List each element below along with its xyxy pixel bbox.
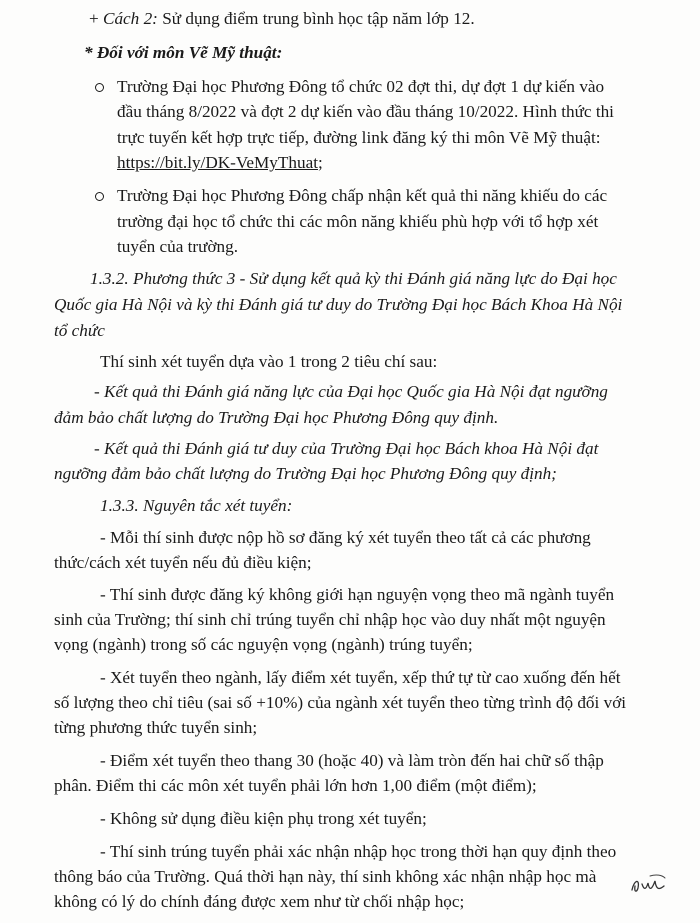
plus-marker: + xyxy=(89,9,103,28)
paragraph-line: - Điểm xét tuyển theo thang 30 (hoặc 40) và làm tròn đến hai chữ số thập xyxy=(100,751,604,770)
method-2-label: Cách 2: xyxy=(103,9,158,28)
section-1-3-2-heading-cont: tổ chức xyxy=(54,321,105,340)
paragraph-line: đầu tháng 8/2022 và đợt 2 dự kiến vào đầu tháng 10/2022. Hình thức thi xyxy=(117,102,614,121)
criterion-line: đảm bảo chất lượng do Trường Đại học Phương Đông quy định. xyxy=(54,408,499,427)
criterion-line: - Kết quả thi Đánh giá tư duy của Trường Đại học Bách khoa Hà Nội đạt xyxy=(94,439,599,458)
paragraph-line: - Thí sinh được đăng ký không giới hạn nguyện vọng theo mã ngành tuyển xyxy=(100,585,615,604)
paragraph-line: - Xét tuyển theo ngành, lấy điểm xét tuyển, xếp thứ tự từ cao xuống đến hết xyxy=(100,668,621,687)
paragraph-line: phân. Điểm thi các môn xét tuyển phải lớn hơn 1,00 điểm (một điểm); xyxy=(54,776,537,795)
paragraph-line: Trường Đại học Phương Đông tổ chức 02 đợt thi, dự đợt 1 dự kiến vào xyxy=(117,77,605,96)
paragraph-line: thức/cách xét tuyển nếu đủ điều kiện; xyxy=(54,553,312,572)
paragraph-line: Thí sinh xét tuyển dựa vào 1 trong 2 tiêu chí sau: xyxy=(100,352,438,371)
paragraph-line: sinh của Trường; thí sinh chỉ trúng tuyển chỉ nhập học vào duy nhất một nguyện xyxy=(54,610,606,629)
paragraph-line: không có lý do chính đáng được xem như từ chối nhập học; xyxy=(54,892,465,911)
bullet-icon xyxy=(95,76,104,98)
paragraph-line: trực tuyến kết hợp trực tiếp, đường link đăng ký thi môn Vẽ Mỹ thuật: xyxy=(117,128,601,147)
paragraph-line: - Mỗi thí sinh được nộp hồ sơ đăng ký xét tuyển theo tất cả các phương xyxy=(100,528,591,547)
paragraph-line: Trường Đại học Phương Đông chấp nhận kết quả thi năng khiếu do các xyxy=(117,186,608,205)
criterion-line: ngưỡng đảm bảo chất lượng do Trường Đại học Phương Đông quy định; xyxy=(54,464,557,483)
section-1-3-2-heading: 1.3.2. Phương thức 3 - Sử dụng kết quả kỳ thi Đánh giá năng lực do Đại học xyxy=(90,269,617,288)
registration-link-line xyxy=(117,152,323,174)
signature-icon xyxy=(628,872,668,898)
art-subject-heading: * Đối với môn Vẽ Mỹ thuật: xyxy=(84,43,283,62)
link-tail: ; xyxy=(318,153,323,172)
section-1-3-3-heading: 1.3.3. Nguyên tắc xét tuyển: xyxy=(100,496,293,515)
method-2-line xyxy=(89,8,475,30)
section-1-3-2-heading-cont: Quốc gia Hà Nội và kỳ thi Đánh giá tư duy do Trường Đại học Bách Khoa Hà Nội xyxy=(54,295,623,314)
paragraph-line: thông báo của Trường. Quá thời hạn này, thí sinh không xác nhận nhập học mà xyxy=(54,867,597,886)
paragraph-line: tuyển của trường. xyxy=(117,237,239,256)
paragraph-line: - Thí sinh trúng tuyển phải xác nhận nhập học trong thời hạn quy định theo xyxy=(100,842,617,861)
criterion-line: - Kết quả thi Đánh giá năng lực của Đại học Quốc gia Hà Nội đạt ngưỡng xyxy=(94,382,608,401)
paragraph-line: từng phương thức tuyển sinh; xyxy=(54,718,258,737)
paragraph-line: trường đại học tổ chức thi các môn năng khiếu phù hợp với tổ hợp xét xyxy=(117,212,599,231)
paragraph-line: số lượng theo chỉ tiêu (sai số +10%) của ngành xét tuyển theo từng trình độ đối với xyxy=(54,693,627,712)
paragraph-line: - Không sử dụng điều kiện phụ trong xét tuyển; xyxy=(100,809,427,828)
method-2-text: Sử dụng điểm trung bình học tập năm lớp 12. xyxy=(157,9,475,28)
registration-link[interactable]: https://bit.ly/DK-VeMyThuat xyxy=(117,153,318,172)
paragraph-line: vọng (ngành) trong số các nguyện vọng (ngành) trúng tuyển; xyxy=(54,635,473,654)
bullet-icon xyxy=(95,185,104,207)
